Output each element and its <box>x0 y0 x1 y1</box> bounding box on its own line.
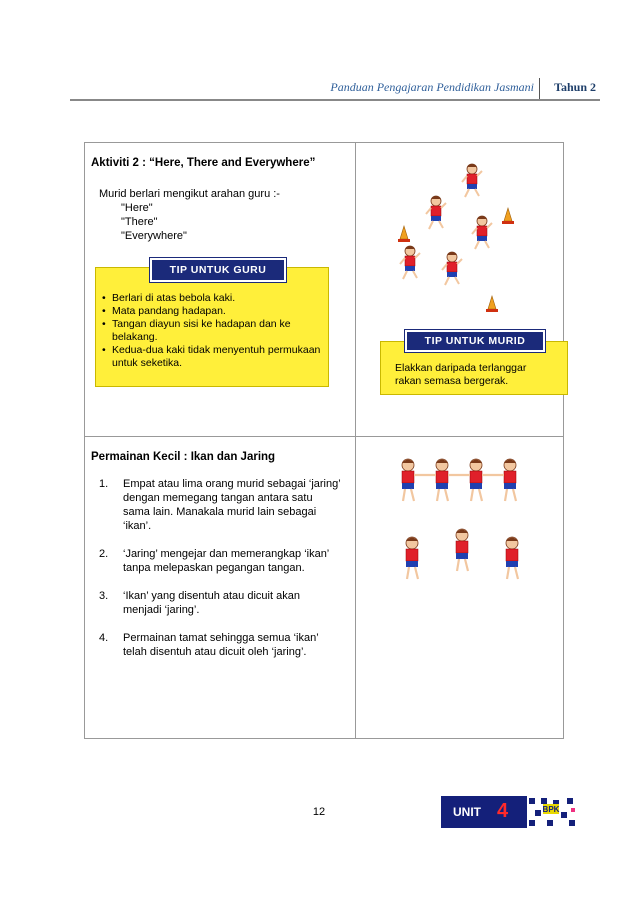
activity-title: Aktiviti 2 : “Here, There and Everywhere” <box>91 157 316 169</box>
tip-murid-box <box>380 335 568 395</box>
content-table <box>84 142 564 739</box>
unit-badge <box>441 796 577 828</box>
list-item: 1. Empat atau lima orang murid sebagai ‘jaring’ dengan memegang tangan antara satu sama lain. Manakala murid lain sebagai ‘ikan’. <box>99 478 341 532</box>
activity-word-here: "Here" <box>121 202 153 214</box>
bullet-icon: • <box>102 344 106 356</box>
bpk-logo-text: BPK <box>542 805 560 814</box>
page-number: 12 <box>312 806 326 818</box>
activity-illustration-cell <box>356 143 564 437</box>
game-title: Permainan Kecil : Ikan dan Jaring <box>91 451 276 463</box>
unit-badge-panel <box>441 796 527 828</box>
header-separator <box>539 78 540 100</box>
game-illustration-cell <box>356 437 564 739</box>
activity-cell <box>85 143 356 437</box>
activity-word-there: "There" <box>121 216 158 228</box>
list-item: • Berlari di atas bebola kaki. <box>102 292 236 304</box>
list-item: 4. Permainan tamat sehingga semua ‘ikan’ telah disentuh atau dicuit oleh ‘jaring’. <box>99 632 319 658</box>
bullet-icon: • <box>102 292 106 304</box>
tip-murid-label: TIP UNTUK MURID <box>405 330 545 352</box>
header-year: Tahun 2 <box>554 80 596 94</box>
activity-word-everywhere: "Everywhere" <box>121 230 187 242</box>
tip-guru-list <box>102 292 328 370</box>
unit-number: 4 <box>497 800 509 822</box>
page-header <box>70 78 600 100</box>
list-item: • Kedua-dua kaki tidak menyentuh permukaan untuk seketika. <box>102 344 321 369</box>
list-item: • Tangan diayun sisi ke hadapan dan ke belakang. <box>102 318 291 343</box>
game-cell <box>85 437 356 739</box>
net-fish-game-illustration <box>390 447 550 607</box>
unit-label: UNIT <box>453 805 481 819</box>
list-item: 3. ‘Ikan’ yang disentuh atau dicuit akan menjadi ‘jaring’. <box>99 590 300 616</box>
bullet-icon: • <box>102 318 106 330</box>
list-item: 2. ‘Jaring’ mengejar dan memerangkap ‘ikan’ tanpa melepaskan pegangan tangan. <box>99 548 329 574</box>
tip-murid-text: Elakkan daripada terlanggar rakan semasa bergerak. <box>395 362 527 387</box>
activity-description <box>99 187 280 243</box>
list-item: • Mata pandang hadapan. <box>102 305 226 317</box>
game-steps <box>91 477 341 673</box>
tip-guru-label: TIP UNTUK GURU <box>150 258 286 282</box>
activity-intro: Murid berlari mengikut arahan guru :- <box>99 188 280 200</box>
header-title: Panduan Pengajaran Pendidikan Jasmani <box>330 80 534 94</box>
bullet-icon: • <box>102 305 106 317</box>
bpk-logo-icon <box>527 796 577 828</box>
running-children-illustration <box>382 157 552 327</box>
tip-guru-box <box>95 264 329 387</box>
header-rule <box>70 99 600 101</box>
